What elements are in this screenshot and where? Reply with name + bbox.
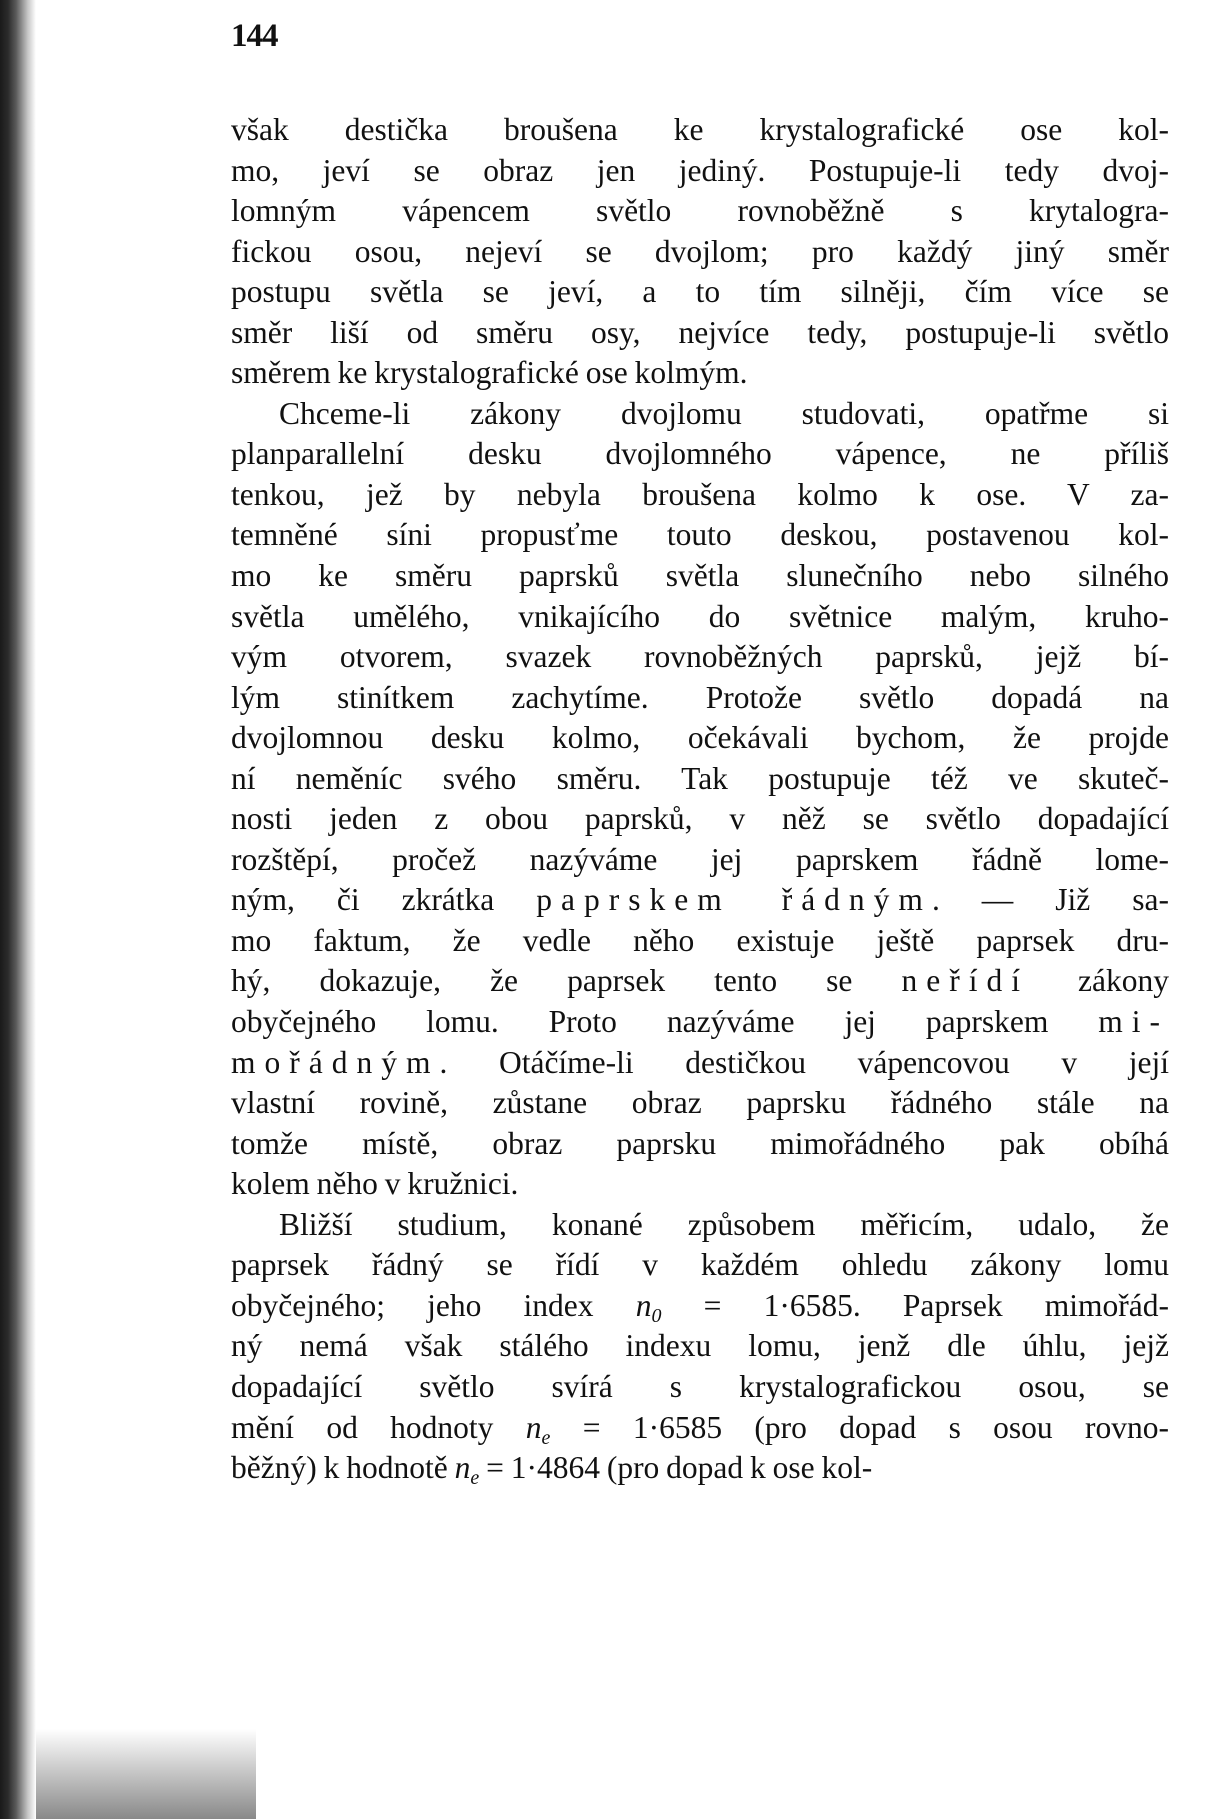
- text-run: ným, či zkrátka: [231, 882, 537, 918]
- emphasized-text: neřídí: [901, 963, 1029, 999]
- text-line: [231, 434, 1169, 475]
- text-run: ní neměníc svého směru. Tak postupuje též ve skuteč-: [231, 760, 1169, 796]
- math-symbol: n: [635, 1287, 652, 1323]
- text-line: [231, 110, 1169, 151]
- text-run: temněné síni propusťme touto deskou, postavenou kol-: [231, 517, 1169, 553]
- text-line: [231, 1245, 1169, 1286]
- text-run: = 1·6585. Paprsek mimořád-: [661, 1287, 1169, 1323]
- text-run: běžný) k hodnotě: [231, 1450, 455, 1486]
- text-run: nosti jeden z obou paprsků, v něž se světlo dopadající: [231, 801, 1169, 837]
- body-text: [231, 110, 1169, 1489]
- text-line: [231, 597, 1169, 638]
- text-line: [231, 232, 1169, 273]
- text-run: dvojlomnou desku kolmo, očekávali bychom, že projde: [231, 720, 1169, 756]
- text-line: [231, 151, 1169, 192]
- scan-shadow: [36, 1729, 256, 1819]
- text-run: obyčejného; jeho index: [231, 1287, 636, 1323]
- math-symbol: e: [470, 1467, 480, 1490]
- text-line: [231, 637, 1169, 678]
- text-line: [231, 1408, 1169, 1449]
- text-line: [231, 475, 1169, 516]
- text-line: [231, 394, 1169, 435]
- text-line: [231, 1043, 1169, 1084]
- text-run: Chceme-li zákony dvojlomu studovati, opatřme si: [279, 395, 1169, 431]
- text-line: [231, 799, 1169, 840]
- text-line: [231, 313, 1169, 354]
- text-run: planparallelní desku dvojlomného vápence, ne příliš: [231, 436, 1169, 472]
- text-run: paprsek řádný se řídí v každém ohledu zákony lomu: [231, 1247, 1169, 1283]
- text-line: [231, 718, 1169, 759]
- text-run: ný nemá však stálého indexu lomu, jenž dle úhlu, jejž: [231, 1328, 1169, 1364]
- text-run: obyčejného lomu. Proto nazýváme jej paprskem: [231, 1004, 1099, 1040]
- text-run: mo ke směru paprsků světla slunečního nebo silného: [231, 558, 1169, 594]
- text-line: [231, 272, 1169, 313]
- text-run: fickou osou, nejeví se dvojlom; pro každý jiný směr: [231, 233, 1169, 269]
- text-run: dopadající světlo svírá s krystalografickou osou, se: [231, 1368, 1169, 1404]
- text-run: hý, dokazuje, že paprsek tento se: [231, 963, 902, 999]
- text-line: [231, 921, 1169, 962]
- text-line: [231, 1164, 1169, 1205]
- text-run: vlastní rovině, zůstane obraz paprsku řádného stále na: [231, 1085, 1169, 1121]
- text-line: [231, 880, 1169, 921]
- text-line: [231, 961, 1169, 1002]
- page-number: 144: [231, 18, 278, 54]
- text-line: [231, 759, 1169, 800]
- text-line: [231, 191, 1169, 232]
- text-line: [231, 1448, 1169, 1489]
- text-run: postupu světla se jeví, a to tím silněji, čím více se: [231, 274, 1169, 310]
- text-line: [231, 1205, 1169, 1246]
- text-run: však destička broušena ke krystalografické ose kol-: [231, 112, 1169, 147]
- text-line: [231, 840, 1169, 881]
- text-run: mo, jeví se obraz jen jediný. Postupuje-li tedy dvoj-: [231, 152, 1169, 188]
- text-run: . Otáčíme-li destičkou vápencovou v její: [439, 1044, 1169, 1080]
- text-run: mo faktum, že vedle něho existuje ještě paprsek dru-: [231, 922, 1169, 958]
- book-binding-shadow: [0, 0, 36, 1819]
- text-line: [231, 1124, 1169, 1165]
- text-run: . — Již sa-: [931, 882, 1169, 918]
- text-run: lým stinítkem zachytíme. Protože světlo dopadá na: [231, 679, 1169, 715]
- text-line: [231, 678, 1169, 719]
- math-symbol: e: [541, 1426, 551, 1449]
- text-line: [231, 1326, 1169, 1367]
- text-line: [231, 1083, 1169, 1124]
- emphasized-text: mořádným: [231, 1044, 440, 1080]
- text-line: [231, 556, 1169, 597]
- text-run: směrem ke krystalografické ose kolmým.: [231, 355, 748, 391]
- text-run: kolem něho v kružnici.: [231, 1166, 519, 1202]
- text-line: [231, 515, 1169, 556]
- text-run: tomže místě, obraz paprsku mimořádného pak obíhá: [231, 1125, 1169, 1161]
- book-page: [231, 16, 1169, 1806]
- text-run: lomným vápencem světlo rovnoběžně s krytalogra-: [231, 193, 1169, 229]
- text-run: vým otvorem, svazek rovnoběžných paprsků, jejž bí-: [231, 639, 1169, 675]
- text-run: = 1·6585 (pro dopad s osou rovno-: [550, 1409, 1169, 1445]
- math-symbol: n: [454, 1450, 471, 1486]
- emphasized-text: paprskem řádným: [536, 882, 932, 918]
- text-run: rozštěpí, pročež nazýváme jej paprskem řádně lome-: [231, 841, 1169, 877]
- text-run: směr liší od směru osy, nejvíce tedy, postupuje-li světlo: [231, 314, 1169, 350]
- text-line: [231, 1002, 1169, 1043]
- text-run: tenkou, jež by nebyla broušena kolmo k ose. V za-: [231, 476, 1169, 512]
- text-line: [231, 1367, 1169, 1408]
- text-run: mění od hodnoty: [231, 1409, 526, 1445]
- math-symbol: 0: [651, 1304, 662, 1327]
- text-run: zákony: [1028, 963, 1169, 999]
- text-run: = 1·4864 (pro dopad k ose kol-: [479, 1450, 873, 1486]
- text-line: [231, 353, 1169, 394]
- emphasized-text: mi-: [1098, 1004, 1169, 1040]
- text-run: Bližší studium, konané způsobem měřicím, udalo, že: [279, 1206, 1169, 1242]
- text-run: světla umělého, vnikajícího do světnice malým, kruho-: [231, 598, 1169, 634]
- math-symbol: n: [525, 1409, 542, 1445]
- text-line: [231, 1286, 1169, 1327]
